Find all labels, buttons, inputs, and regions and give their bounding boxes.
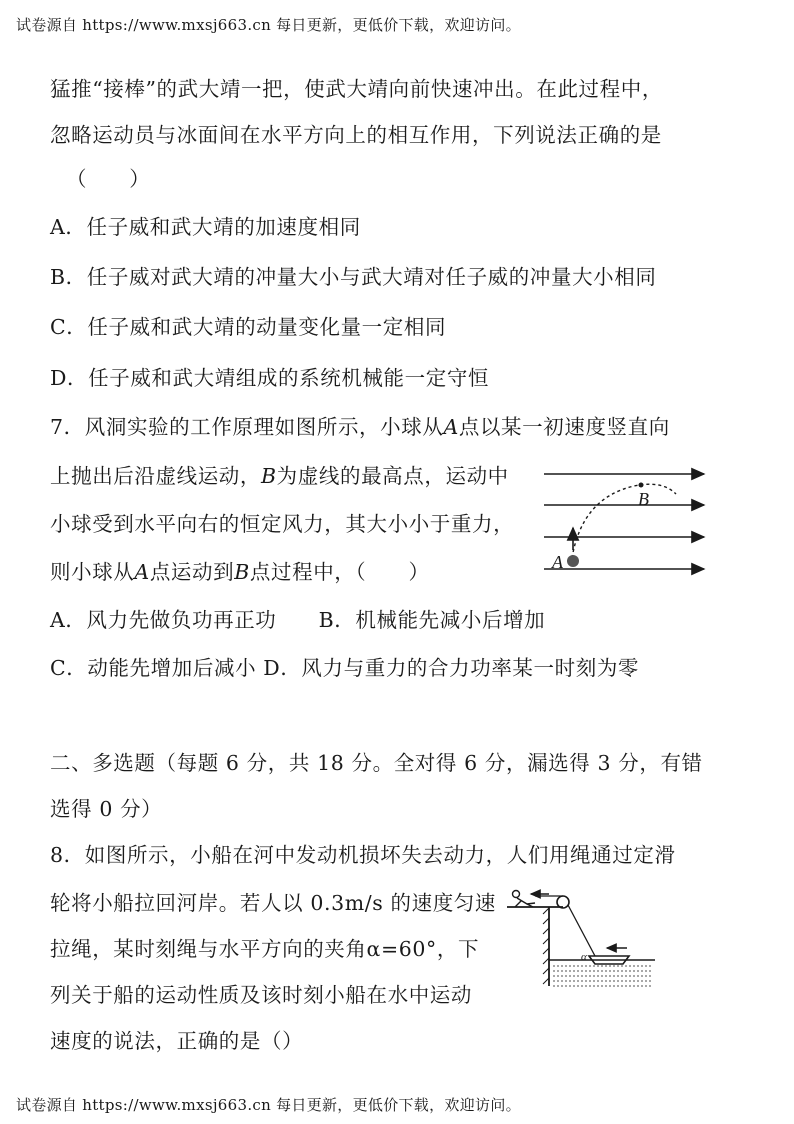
page-footer: 试卷源自 https://www.mxsj663.cn 每日更新，更低价下载，欢迎访问。 xyxy=(16,1096,521,1114)
q8-stem-line5: 速度的说法，正确的是（） xyxy=(50,1029,304,1053)
person-body xyxy=(515,898,535,907)
label-a: A xyxy=(552,552,563,572)
section2-heading-line2: 选得 0 分） xyxy=(50,797,163,821)
q8-stem-line1: 8．如图所示，小船在河中发动机损坏失去动力，人们用绳通过定滑 xyxy=(50,843,676,867)
q6-answer-blank: （ ） xyxy=(66,167,151,191)
label-b: B xyxy=(638,489,649,509)
q8-stem-line2: 轮将小船拉回河岸。若人以 0.3m/s 的速度匀速 xyxy=(50,891,496,915)
q6-option-a: A．任子威和武大靖的加速度相同 xyxy=(50,215,361,239)
q6-stem-line2: 忽略运动员与冰面间在水平方向上的相互作用，下列说法正确的是 xyxy=(50,123,662,147)
boat-pulley-figure xyxy=(505,882,657,992)
person-head xyxy=(513,891,520,898)
ball xyxy=(567,555,579,567)
point-b-dot xyxy=(639,483,644,488)
angle-label: α xyxy=(581,951,587,963)
water-texture xyxy=(553,966,653,986)
q6-option-d: D．任子威和武大靖组成的系统机械能一定守恒 xyxy=(50,366,490,390)
section2-heading-line1: 二、多选题（每题 6 分，共 18 分。全对得 6 分，漏选得 3 分，有错 xyxy=(50,751,703,775)
q7-stem-line3: 小球受到水平向右的恒定风力，其大小小于重力， xyxy=(50,512,515,536)
page-header: 试卷源自 https://www.mxsj663.cn 每日更新，更低价下载，欢迎访问。 xyxy=(16,16,521,34)
q8-stem-line4: 列关于船的运动性质及该时刻小船在水中运动 xyxy=(50,983,472,1007)
q6-stem-line1: 猛推“接棒”的武大靖一把，使武大靖向前快速冲出。在此过程中， xyxy=(50,77,663,101)
q7-stem-line4: 则小球从A点运动到B点过程中，（ ） xyxy=(50,560,430,584)
q6-option-c: C．任子威和武大靖的动量变化量一定相同 xyxy=(50,315,447,339)
trajectory-dashed xyxy=(572,484,676,558)
bank-hatch xyxy=(543,908,549,984)
q7-options-cd: C．动能先增加后减小 D．风力与重力的合力功率某一时刻为零 xyxy=(50,656,640,680)
q7-options-ab: A．风力先做负功再正功 B．机械能先减小后增加 xyxy=(50,608,546,632)
q7-stem-line2: 上抛出后沿虚线运动，B为虚线的最高点，运动中 xyxy=(50,464,509,488)
wind-tunnel-figure xyxy=(540,458,710,582)
q7-stem-line1: 7．风洞实验的工作原理如图所示，小球从A点以某一初速度竖直向 xyxy=(50,415,670,439)
q6-option-b: B．任子威对武大靖的冲量大小与武大靖对任子威的冲量大小相同 xyxy=(50,265,657,289)
q8-stem-line3: 拉绳，某时刻绳与水平方向的夹角α=60°，下 xyxy=(50,937,480,961)
rope-slanted xyxy=(568,905,595,956)
